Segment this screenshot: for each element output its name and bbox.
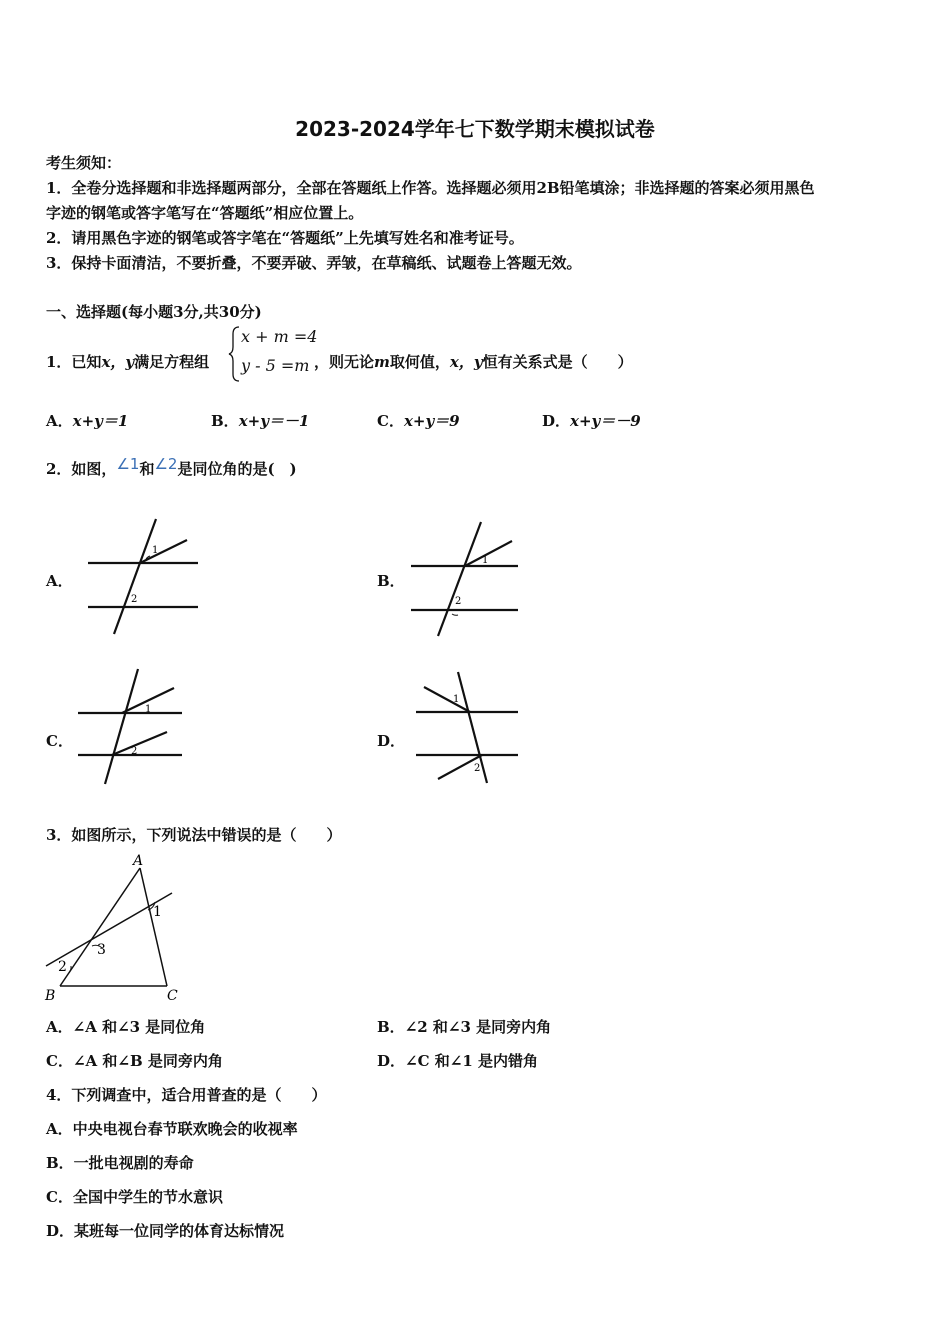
fig-a-label-1: 1: [152, 545, 159, 556]
q3-option-c[interactable]: C．∠A 和∠B 是同旁内角: [46, 1052, 223, 1070]
vertex-c-label: C: [167, 988, 178, 1004]
q3-triangle-figure: [40, 850, 200, 1005]
q4-stem: 4．下列调查中，适合用普查的是（ ）: [46, 1086, 327, 1104]
q2-figure-b: [405, 518, 530, 643]
q2-option-d[interactable]: D．: [377, 732, 406, 750]
q4-option-c[interactable]: C．全国中学生的节水意识: [46, 1188, 223, 1206]
angle-1-symbol: ∠1: [116, 455, 140, 473]
q1-stem: 1．已知x，y满足方程组: [46, 353, 210, 371]
q3-option-a[interactable]: A．∠A 和∠3 是同位角: [46, 1018, 206, 1036]
section-heading: 一、选择题(每小题3分,共30分): [46, 303, 262, 321]
q1-equation-2: y - 5 =m: [241, 356, 310, 375]
q4-option-d[interactable]: D．某班每一位同学的体育达标情况: [46, 1222, 285, 1240]
notice-item-1: 1．全卷分选择题和非选择题两部分，全部在答题纸上作答。选择题必须用2B铅笔填涂；非选择题的答案必须用黑色: [46, 179, 815, 197]
q2-option-c[interactable]: C．: [46, 732, 73, 750]
q3-angle-1-label: 1: [153, 904, 162, 920]
q3-angle-3-label: 3: [97, 942, 106, 958]
fig-d-label-2: 2: [474, 763, 481, 774]
q4-option-b[interactable]: B．一批电视剧的寿命: [46, 1154, 194, 1172]
q1-option-d[interactable]: D．x+y＝－9: [542, 412, 641, 430]
q2-option-b[interactable]: B．: [377, 572, 405, 590]
angle-2-symbol: ∠2: [154, 455, 178, 473]
notice-item-2: 2．请用黑色字迹的钢笔或答字笔在“答题纸”上先填写姓名和准考证号。: [46, 229, 524, 247]
q1-option-c[interactable]: C．x+y＝9: [377, 412, 460, 430]
q2-figure-d: [410, 667, 530, 789]
q1-equation-1: x + m =4: [241, 327, 318, 346]
q1-option-b[interactable]: B．x+y＝－1: [211, 412, 310, 430]
q2-figure-c: [72, 666, 197, 788]
q2-stem: 2．如图，∠1和∠2是同位角的是( ): [46, 455, 297, 478]
fig-c-label-2: 2: [131, 746, 138, 757]
fig-d-label-1: 1: [453, 694, 460, 705]
q2-option-a[interactable]: A．: [46, 572, 73, 590]
q3-angle-2-label: 2: [58, 959, 67, 975]
fig-b-label-2: 2: [455, 596, 462, 607]
notice-item-1-cont: 字迹的钢笔或答字笔写在“答题纸”相应位置上。: [46, 204, 364, 222]
q2-figure-a: [80, 515, 210, 640]
system-brace: [228, 325, 242, 383]
q1-option-a[interactable]: A．x+y＝1: [46, 412, 129, 430]
fig-c-label-1: 1: [145, 704, 152, 715]
q1-stem-tail: ，则无论m取何值，x，y恒有关系式是（ ）: [314, 353, 633, 371]
q3-option-d[interactable]: D．∠C 和∠1 是内错角: [377, 1052, 538, 1070]
notice-heading: 考生须知：: [46, 154, 122, 172]
notice-item-3: 3．保持卡面清洁，不要折叠，不要弄破、弄皱，在草稿纸、试题卷上答题无效。: [46, 254, 582, 272]
fig-b-label-1: 1: [482, 555, 489, 566]
vertex-a-label: A: [133, 853, 144, 869]
q4-option-a[interactable]: A．中央电视台春节联欢晚会的收视率: [46, 1120, 298, 1138]
q3-option-b[interactable]: B．∠2 和∠3 是同旁内角: [377, 1018, 552, 1036]
page-title: 2023-2024学年七下数学期末模拟试卷: [295, 117, 655, 141]
fig-a-label-2: 2: [131, 594, 138, 605]
vertex-b-label: B: [45, 988, 56, 1004]
q3-stem: 3．如图所示，下列说法中错误的是（ ）: [46, 826, 342, 844]
